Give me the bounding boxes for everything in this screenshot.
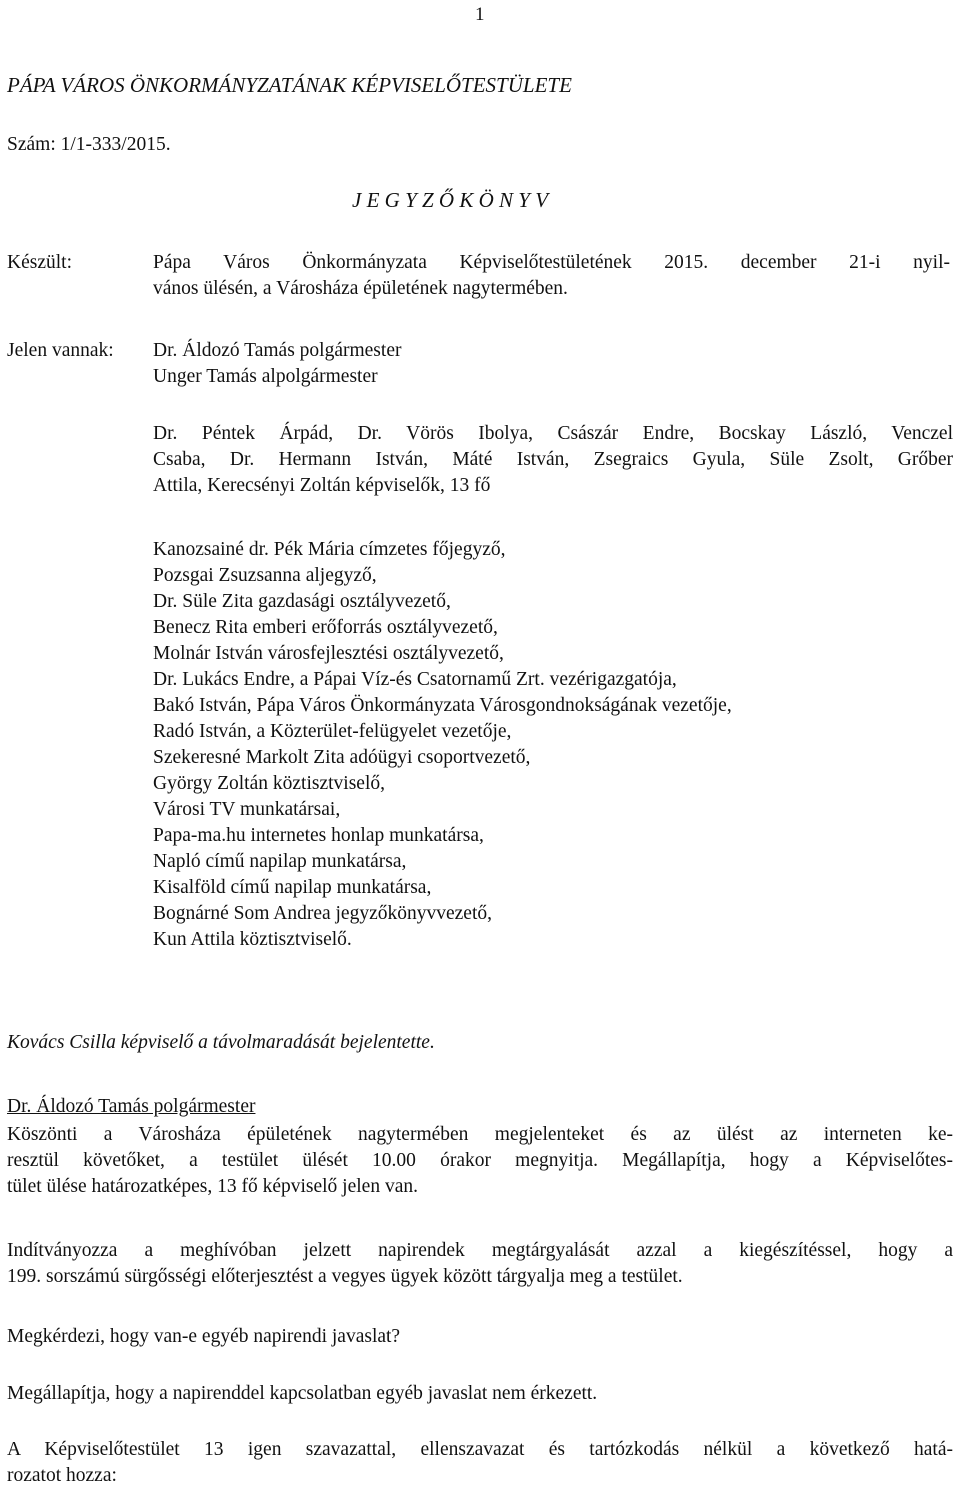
speaker-heading: Dr. Áldozó Tamás polgármester [7,1096,256,1117]
prepared-line: Pápa Város Önkormányzata Képviselőtestületének 2015. december 21-i nyil- [153,252,950,273]
paragraph-line: A Képviselőtestület 13 igen szavazattal, ellenszavazat és tartózkodás nélkül a következő hatá- [7,1439,953,1460]
paragraph-finding [7,1381,953,1407]
authority-heading: PÁPA VÁROS ÖNKORMÁNYZATÁNAK KÉPVISELŐTESTÜLETE [7,73,572,97]
list-item: Dr. Áldozó Tamás polgármester [153,340,402,361]
list-item: Dr. Péntek Árpád, Dr. Vörös Ibolya, Császár Endre, Bocskay László, Venczel [153,423,953,444]
list-item: György Zoltán köztisztviselő, [153,773,385,794]
paragraph-line: Indítványozza a meghívóban jelzett napirendek megtárgyalását azzal a kiegészítéssel, hogy a [7,1240,953,1261]
reference-number: Szám: 1/1-333/2015. [7,134,171,155]
prepared-label: Készült: [7,252,72,273]
paragraph-line: Megkérdezi, hogy van-e egyéb napirendi javaslat? [7,1326,401,1347]
paragraph-line: Köszönti a Városháza épületének nagytermében megjelenteket és az ülést az interneten ke- [7,1124,953,1145]
list-item: Kun Attila köztisztviselő. [153,929,352,950]
paragraph-line: 199. sorszámú sürgősségi előterjesztést a vegyes ügyek között tárgyalja meg a testület. [7,1266,683,1287]
list-item: Benecz Rita emberi erőforrás osztályvezető, [153,617,498,638]
list-item: Papa-ma.hu internetes honlap munkatársa, [153,825,484,846]
list-item: Napló című napilap munkatársa, [153,851,407,872]
list-item: Attila, Kerecsényi Zoltán képviselők, 13 fő [153,475,491,496]
list-item: Dr. Lukács Endre, a Pápai Víz-és Csatornamű Zrt. vezérigazgatója, [153,669,677,690]
list-item: Szekeresné Markolt Zita adóügyi csoportvezető, [153,747,531,768]
list-item: Bakó István, Pápa Város Önkormányzata Városgondnokságának vezetője, [153,695,732,716]
list-item: Kisalföld című napilap munkatársa, [153,877,432,898]
page-number: 1 [475,4,485,25]
list-item: Radó István, a Közterület-felügyelet vezetője, [153,721,512,742]
paragraph-line: rozatot hozza: [7,1465,117,1486]
list-item: Bognárné Som Andrea jegyzőkönyvvezető, [153,903,492,924]
prepared-text [153,250,950,302]
paragraph-line: tület ülése határozatképes, 13 fő képviselő jelen van. [7,1176,418,1197]
paragraph-motion [7,1238,953,1290]
paragraph-line: resztül követőket, a testület ülését 10.00 órakor megnyitja. Megállapítja, hogy a Képviselőtes- [7,1150,953,1171]
document-title: J E G Y Z Ő K Ö N Y V [352,188,549,212]
absence-note: Kovács Csilla képviselő a távolmaradását bejelentette. [7,1032,435,1053]
list-item: Városi TV munkatársai, [153,799,341,820]
leaders-list [153,338,953,390]
list-item: Dr. Süle Zita gazdasági osztályvezető, [153,591,451,612]
list-item: Pozsgai Zsuzsanna aljegyző, [153,565,377,586]
present-label: Jelen vannak: [7,340,114,361]
list-item: Kanozsainé dr. Pék Mária címzetes főjegyző, [153,539,506,560]
representatives-list [153,421,953,499]
paragraph-question [7,1324,953,1350]
staff-list [153,537,953,953]
paragraph-opening [7,1122,953,1200]
paragraph-line: Megállapítja, hogy a napirenddel kapcsolatban egyéb javaslat nem érkezett. [7,1383,598,1404]
prepared-line: vános ülésén, a Városháza épületének nagytermében. [153,278,568,299]
list-item: Unger Tamás alpolgármester [153,366,378,387]
list-item: Csaba, Dr. Hermann István, Máté István, Zsegraics Gyula, Süle Zsolt, Grőber [153,449,953,470]
paragraph-resolution [7,1437,953,1489]
list-item: Molnár István városfejlesztési osztályvezető, [153,643,504,664]
